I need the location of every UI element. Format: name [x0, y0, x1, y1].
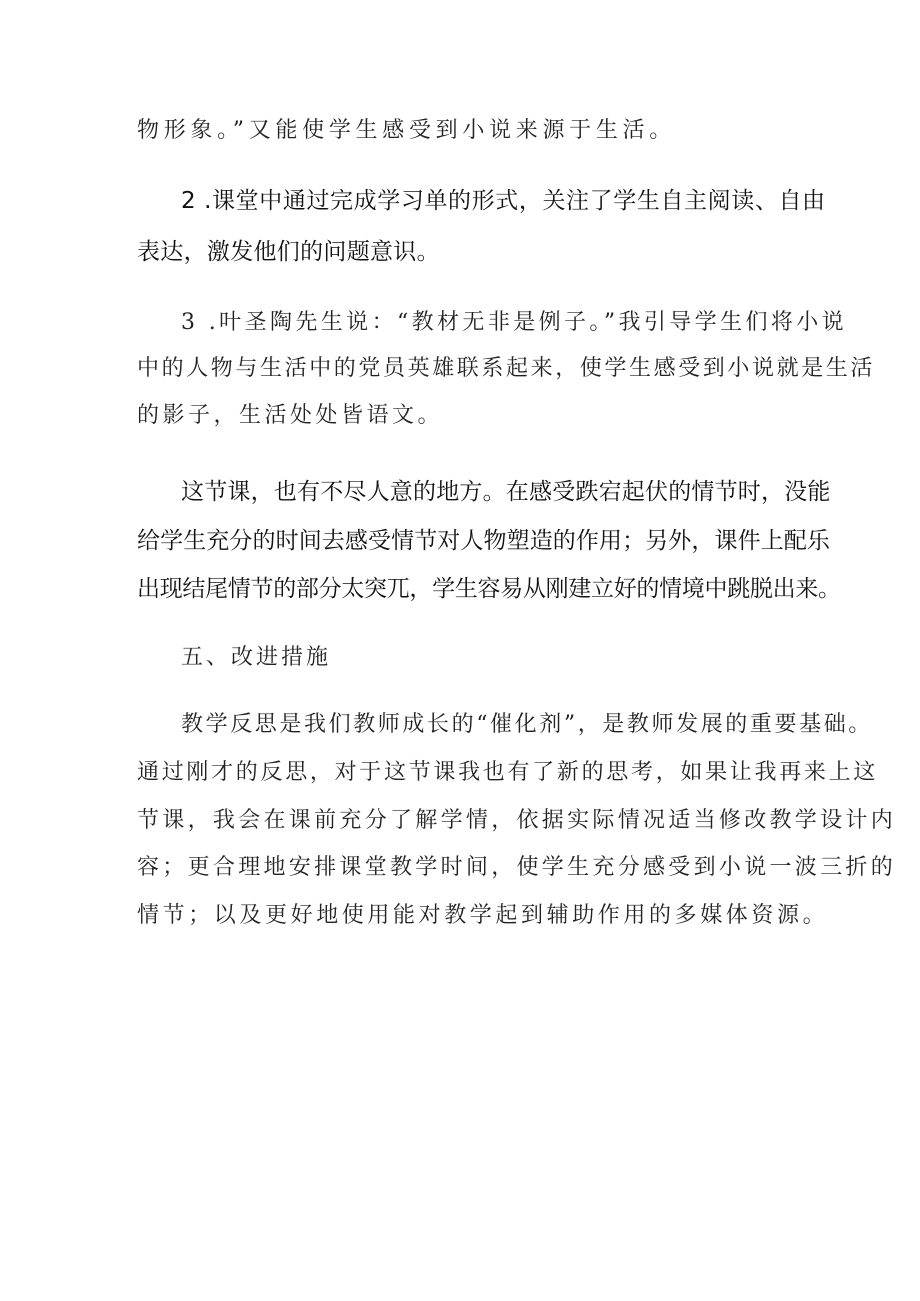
- point-2-line-2: 表达，激发他们的问题意识。: [137, 239, 440, 265]
- point-3-line-1: 3 .叶圣陶先生说：“教材无非是例子。”我引导学生们将小说: [181, 310, 848, 335]
- section-5-line-2: 通过刚才的反思，对于这节课我也有了新的思考，如果让我再来上这: [137, 760, 879, 785]
- shortcomings-line-3: 出现结尾情节的部分太突兀，学生容易从刚建立好的情境中跳脱出来。: [137, 576, 841, 602]
- shortcomings-line-2: 给学生充分的时间去感受情节对人物塑造的作用；另外，课件上配乐: [137, 528, 830, 554]
- section-5-line-3: 节课，我会在课前充分了解学情，依据实际情况适当修改教学设计内: [137, 808, 897, 833]
- point-2-line-1: 2 .课堂中通过完成学习单的形式，关注了学生自主阅读、自由: [181, 188, 826, 214]
- section-5-heading: 五、改进措施: [181, 645, 332, 670]
- point-3-line-3: 的影子，生活处处皆语文。: [137, 403, 444, 428]
- paragraph-intro-line: 物形象。”又能使学生感受到小说来源于生活。: [137, 118, 676, 143]
- section-5-line-1: 教学反思是我们教师成长的“催化剂”，是教师发展的重要基础。: [181, 712, 873, 737]
- point-3-line-2: 中的人物与生活中的党员英雄联系起来，使学生感受到小说就是生活: [137, 356, 876, 381]
- section-5-line-5: 情节；以及更好地使用能对教学起到辅助作用的多媒体资源。: [137, 903, 829, 928]
- shortcomings-line-1: 这节课，也有不尽人意的地方。在感受跌宕起伏的情节时，没能: [181, 479, 831, 505]
- section-5-line-4: 容；更合理地安排课堂教学时间，使学生充分感受到小说一波三折的: [137, 855, 897, 880]
